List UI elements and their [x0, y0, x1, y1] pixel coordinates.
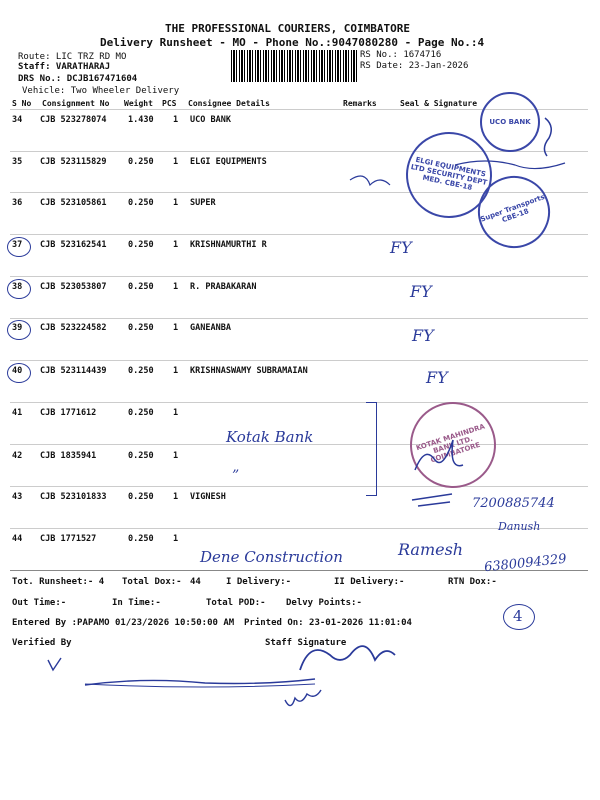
row-consignment: CJB 523224582	[40, 323, 107, 333]
tot-runsheet: Tot. Runsheet:- 4	[12, 577, 105, 587]
row-pcs: 1	[173, 240, 179, 250]
row-consignee: KRISHNASWAMY SUBRAMAIAN	[190, 366, 308, 376]
row43-strike	[412, 494, 452, 506]
kotak-signature	[415, 440, 463, 470]
row-pcs: 1	[173, 157, 179, 167]
row-weight: 1.430	[128, 115, 154, 125]
in-time: In Time:-	[112, 598, 161, 608]
row-consignment: CJB 1771612	[40, 408, 97, 418]
row-pcs: 1	[173, 323, 179, 333]
total-dox-label: Total Dox:-	[122, 577, 182, 587]
row-pcs: 1	[173, 534, 179, 544]
row-weight: 0.250	[128, 451, 154, 461]
verified-signature	[48, 658, 315, 685]
verified-strike	[85, 684, 315, 687]
ditto-mark: ”	[232, 468, 240, 484]
row-consignment: CJB 1835941	[40, 451, 97, 461]
row-sno: 43	[12, 492, 23, 502]
printed-on: Printed On: 23-01-2026 11:01:04	[244, 618, 412, 628]
row-sno: 40	[12, 366, 23, 376]
super-transports-stamp: Super Transports CBE-18	[468, 166, 560, 258]
row-weight: 0.250	[128, 492, 154, 502]
fy-mark: FY	[390, 238, 412, 257]
runsheet-title: Delivery Runsheet - MO - Phone No.:9047080280 - Page No.:4	[100, 36, 485, 49]
delvy-points: Delvy Points:-	[286, 598, 362, 608]
i-delivery: I Delivery:-	[226, 577, 292, 587]
staff: Staff: VARATHARAJ	[18, 62, 111, 72]
row-sno: 37	[12, 240, 23, 250]
fy-mark: FY	[410, 282, 432, 301]
total-pod: Total POD:-	[206, 598, 266, 608]
uco-bank-stamp: UCO BANK	[480, 92, 540, 152]
col-remarks: Remarks	[343, 99, 377, 108]
col-seal: Seal & Signature	[400, 99, 478, 108]
row-consignment: CJB 523053807	[40, 282, 107, 292]
row-consignee: VIGNESH	[190, 492, 226, 502]
row-sno: 38	[12, 282, 23, 292]
fy-mark: FY	[412, 326, 434, 345]
row-consignee: ELGI EQUIPMENTS	[190, 157, 267, 167]
entered-by: Entered By :PAPAMO 01/23/2026 10:50:00 AM	[12, 618, 235, 628]
row-sno: 36	[12, 198, 23, 208]
row-sno: 35	[12, 157, 23, 167]
phone-handwriting: 7200885744	[472, 496, 555, 511]
row-sno: 44	[12, 534, 23, 544]
elgi-stamp: ELGI EQUIPMENTS LTD SECURITY DEPT MED. CBE-18	[398, 124, 500, 226]
row-weight: 0.250	[128, 240, 154, 250]
row-consignee: R. PRABAKARAN	[190, 282, 257, 292]
row-consignment: CJB 523114439	[40, 366, 107, 376]
row-weight: 0.250	[128, 366, 154, 376]
col-pcs: PCS	[162, 99, 177, 108]
vijay-signature	[285, 690, 321, 706]
row-consignment: CJB 1771527	[40, 534, 97, 544]
col-consignee: Consignee Details	[188, 99, 270, 108]
total-dox-value: 44	[190, 577, 201, 587]
row-sno: 39	[12, 323, 23, 333]
row-consignee: UCO BANK	[190, 115, 231, 125]
row-pcs: 1	[173, 492, 179, 502]
page-number-handwriting: 4	[513, 607, 523, 625]
kotak-stamp: KOTAK MAHINDRA BANK LTD. COIMBATORE	[399, 391, 507, 499]
ramesh-handwriting: Ramesh	[398, 540, 464, 559]
dene-handwriting: Dene Construction	[200, 548, 343, 566]
row-consignee: KRISHNAMURTHI R	[190, 240, 267, 250]
elgi-signature	[350, 161, 565, 185]
row-consignment: CJB 523162541	[40, 240, 107, 250]
rs-no: RS No.: 1674716	[360, 50, 442, 60]
drs-no: DRS No.: DCJB167471604	[18, 74, 138, 84]
row-consignee: SUPER	[190, 198, 216, 208]
row-weight: 0.250	[128, 408, 154, 418]
rtn-dox: RTN Dox:-	[448, 577, 497, 587]
row-pcs: 1	[173, 451, 179, 461]
row-weight: 0.250	[128, 534, 154, 544]
col-sno: S No	[12, 99, 32, 108]
danush-handwriting: Danush	[498, 520, 541, 533]
phone2-handwriting: 6380094329	[483, 551, 568, 576]
row-weight: 0.250	[128, 157, 154, 167]
staff-signature-scribble	[300, 646, 395, 670]
row-consignment: CJB 523115829	[40, 157, 107, 167]
row-sno: 34	[12, 115, 23, 125]
staff-signature: Staff Signature	[265, 638, 347, 648]
row-pcs: 1	[173, 282, 179, 292]
row-pcs: 1	[173, 198, 179, 208]
row-weight: 0.250	[128, 282, 154, 292]
col-weight: Weight	[124, 99, 153, 108]
row-consignment: CJB 523101833	[40, 492, 107, 502]
ii-delivery: II Delivery:-	[334, 577, 405, 587]
row-sno: 41	[12, 408, 23, 418]
fy-mark: FY	[426, 368, 448, 387]
row-pcs: 1	[173, 366, 179, 376]
rs-date: RS Date: 23-Jan-2026	[360, 61, 469, 71]
col-consignment: Consignment No	[42, 99, 110, 108]
kotak-handwriting: Kotak Bank	[226, 428, 314, 446]
out-time: Out Time:-	[12, 598, 67, 608]
row-consignment: CJB 523278074	[40, 115, 107, 125]
row-consignee: GANEANBA	[190, 323, 231, 333]
company-title: THE PROFESSIONAL COURIERS, COIMBATORE	[165, 22, 411, 35]
row-pcs: 1	[173, 408, 179, 418]
vehicle: Vehicle: Two Wheeler Delivery	[22, 86, 180, 96]
uco-signature	[544, 118, 551, 156]
row-weight: 0.250	[128, 323, 154, 333]
row-sno: 42	[12, 451, 23, 461]
row-consignment: CJB 523105861	[40, 198, 107, 208]
route: Route: LIC TRZ RD MO	[18, 52, 127, 62]
verified-by: Verified By	[12, 638, 72, 648]
row-pcs: 1	[173, 115, 179, 125]
row-weight: 0.250	[128, 198, 154, 208]
